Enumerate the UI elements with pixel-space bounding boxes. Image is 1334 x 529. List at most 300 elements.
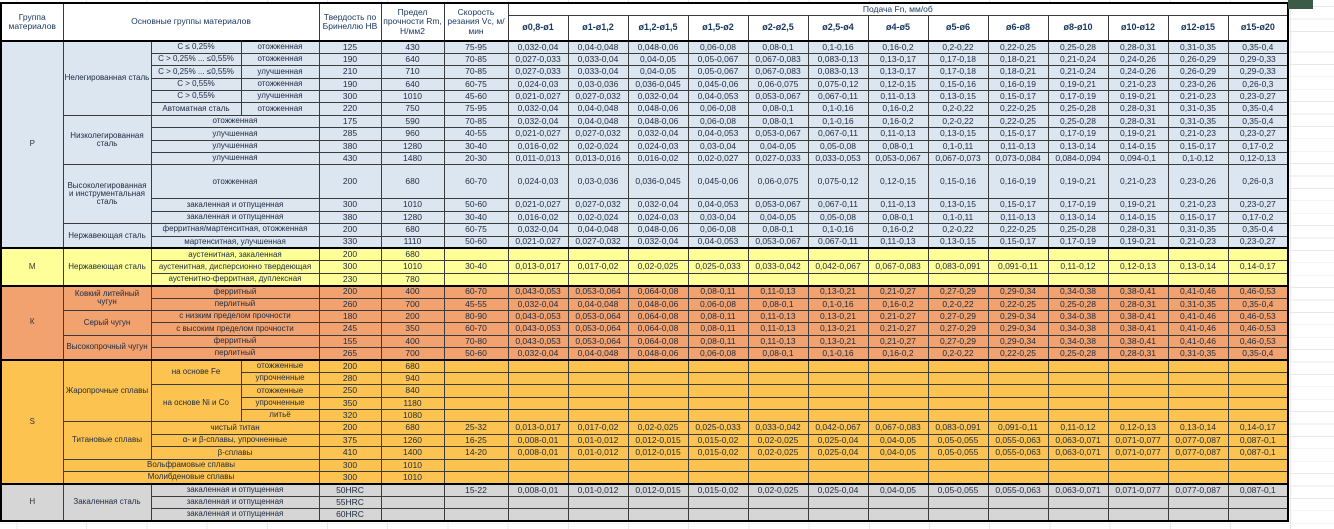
data-cell[interactable]: 380 [319,211,381,223]
data-cell[interactable] [508,360,568,372]
data-cell[interactable] [1108,360,1168,372]
type-cell[interactable]: аустенитно-ферритная, дуплексная [151,273,319,285]
feed-column-header[interactable]: ø1,2-ø1,5 [628,15,688,41]
data-cell[interactable]: 0,21-0,23 [1108,78,1168,90]
data-cell[interactable]: 0,087-0,1 [1228,484,1288,496]
data-cell[interactable] [868,496,928,508]
type-cell[interactable]: ферритная/мартенситная, отожженная [151,224,319,236]
data-cell[interactable]: 0,063-0,071 [1048,447,1108,459]
data-cell[interactable] [628,273,688,285]
data-cell[interactable]: 0,04-0,048 [568,41,628,53]
data-cell[interactable]: 0,048-0,06 [628,103,688,115]
data-cell[interactable]: 0,04-0,05 [748,211,808,223]
type-cell[interactable]: улучшенная [241,66,319,78]
data-cell[interactable]: 220 [319,103,381,115]
data-cell[interactable]: 0,042-0,067 [808,422,868,434]
data-cell[interactable] [508,397,568,409]
data-cell[interactable] [988,410,1048,422]
type-cell[interactable]: с низким пределом прочности [151,310,319,322]
data-cell[interactable]: 200 [381,310,444,322]
type-cell[interactable]: упрочненные [241,372,319,384]
data-cell[interactable]: 0,024-0,03 [508,165,568,199]
data-cell[interactable]: 320 [319,410,381,422]
data-cell[interactable]: 0,027-0,032 [568,128,628,140]
data-cell[interactable]: 0,14-0,15 [1108,211,1168,223]
data-cell[interactable]: 0,064-0,08 [628,286,688,298]
data-cell[interactable] [1108,472,1168,484]
data-cell[interactable]: 0,064-0,08 [628,323,688,335]
data-cell[interactable]: 0,021-0,027 [508,128,568,140]
data-cell[interactable]: 0,032-0,04 [508,41,568,53]
data-cell[interactable] [444,472,508,484]
data-cell[interactable]: 70-80 [444,335,508,347]
data-cell[interactable]: 45-60 [444,91,508,103]
data-cell[interactable] [808,472,868,484]
data-cell[interactable] [1168,459,1228,471]
data-cell[interactable]: 0,35-0,4 [1228,115,1288,127]
data-cell[interactable] [688,496,748,508]
type-cell[interactable]: упрочненные [241,397,319,409]
data-cell[interactable] [748,273,808,285]
data-cell[interactable]: 0,027-0,032 [568,199,628,211]
data-cell[interactable]: 0,063-0,071 [1048,484,1108,496]
data-cell[interactable]: 0,048-0,06 [628,115,688,127]
type-cell[interactable]: литьё [241,410,319,422]
data-cell[interactable] [808,509,868,521]
data-cell[interactable]: 0,053-0,067 [748,236,808,248]
data-cell[interactable]: 0,083-0,091 [928,422,988,434]
data-cell[interactable]: 1280 [381,140,444,152]
data-cell[interactable] [1168,372,1228,384]
data-cell[interactable]: 15-22 [444,484,508,496]
data-cell[interactable]: 0,02-0,024 [568,140,628,152]
data-cell[interactable]: 1180 [381,397,444,409]
column-header[interactable]: Предел прочности Rm, Н/мм2 [381,3,444,41]
data-cell[interactable]: 0,055-0,063 [988,447,1048,459]
data-cell[interactable]: 0,02-0,025 [628,422,688,434]
data-cell[interactable]: 0,032-0,04 [508,298,568,310]
data-cell[interactable] [568,410,628,422]
data-cell[interactable]: 0,033-0,042 [748,261,808,273]
data-cell[interactable] [1108,372,1168,384]
data-cell[interactable]: 0,02-0,025 [748,434,808,446]
data-cell[interactable]: 0,11-0,13 [988,211,1048,223]
data-cell[interactable] [508,372,568,384]
data-cell[interactable] [508,459,568,471]
data-cell[interactable]: 0,28-0,31 [1108,298,1168,310]
data-cell[interactable]: 0,31-0,35 [1168,224,1228,236]
data-cell[interactable]: 0,08-0,11 [688,323,748,335]
data-cell[interactable] [1048,509,1108,521]
data-cell[interactable]: 200 [319,286,381,298]
data-cell[interactable] [508,410,568,422]
data-cell[interactable] [688,248,748,260]
data-cell[interactable] [868,410,928,422]
type-cell[interactable]: С > 0,55% [151,78,241,90]
data-cell[interactable]: 0,2-0,22 [928,115,988,127]
type-cell[interactable]: аустенитная, дисперсионно твердеющая [151,261,319,273]
data-cell[interactable]: 0,033-0,04 [568,53,628,65]
data-cell[interactable]: 0,045-0,06 [688,165,748,199]
column-header[interactable]: Скорость резания Vc, м/мин [444,3,508,41]
data-cell[interactable]: 0,41-0,46 [1168,286,1228,298]
data-cell[interactable]: 410 [319,447,381,459]
data-cell[interactable] [928,410,988,422]
data-cell[interactable] [628,397,688,409]
data-cell[interactable]: 0,04-0,048 [568,224,628,236]
data-cell[interactable]: 16-25 [444,434,508,446]
data-cell[interactable]: 0,04-0,048 [568,115,628,127]
data-cell[interactable]: 300 [319,261,381,273]
data-cell[interactable]: 0,055-0,063 [988,484,1048,496]
data-cell[interactable]: 60-70 [444,323,508,335]
data-cell[interactable]: 0,05-0,08 [808,140,868,152]
data-cell[interactable]: 0,017-0,02 [568,261,628,273]
data-cell[interactable]: 0,067-0,073 [928,153,988,165]
data-cell[interactable]: 0,032-0,04 [508,348,568,360]
data-cell[interactable]: 0,02-0,025 [628,261,688,273]
data-cell[interactable]: 0,067-0,11 [808,236,868,248]
data-cell[interactable]: 0,14-0,17 [1228,261,1288,273]
data-cell[interactable]: 0,11-0,13 [748,310,808,322]
type-cell[interactable]: С > 0,25% ... ≤0,55% [151,53,241,65]
data-cell[interactable]: 0,032-0,04 [508,224,568,236]
data-cell[interactable] [444,360,508,372]
data-cell[interactable] [628,248,688,260]
data-cell[interactable]: 0,024-0,03 [508,78,568,90]
data-cell[interactable] [988,372,1048,384]
data-cell[interactable]: 55HRC [319,496,381,508]
data-cell[interactable]: 0,016-0,02 [508,211,568,223]
data-cell[interactable]: 250 [319,385,381,397]
data-cell[interactable]: 0,27-0,29 [928,310,988,322]
data-cell[interactable] [988,397,1048,409]
data-cell[interactable] [748,385,808,397]
type-cell[interactable]: улучшенная [241,91,319,103]
data-cell[interactable]: 0,05-0,055 [928,434,988,446]
data-cell[interactable]: 0,23-0,26 [1168,165,1228,199]
data-cell[interactable]: 0,13-0,14 [1048,140,1108,152]
data-cell[interactable]: 0,46-0,53 [1228,323,1288,335]
data-cell[interactable]: 0,048-0,06 [628,41,688,53]
data-cell[interactable]: 200 [319,422,381,434]
data-cell[interactable]: 0,15-0,16 [928,165,988,199]
type-cell[interactable]: ферритный [151,335,319,347]
data-cell[interactable]: 0,01-0,012 [568,434,628,446]
data-cell[interactable] [928,472,988,484]
data-cell[interactable]: 0,025-0,033 [688,422,748,434]
data-cell[interactable] [444,273,508,285]
data-cell[interactable]: 400 [381,286,444,298]
data-cell[interactable]: 30-40 [444,211,508,223]
type-cell[interactable]: улучшенная [151,140,319,152]
data-cell[interactable]: 0,067-0,11 [808,128,868,140]
data-cell[interactable]: 0,21-0,23 [1108,165,1168,199]
type-cell[interactable]: отожженные [241,385,319,397]
data-cell[interactable]: 0,11-0,13 [988,140,1048,152]
data-cell[interactable]: 0,22-0,25 [988,224,1048,236]
family-cell[interactable]: Серый чугун [63,310,151,335]
data-cell[interactable]: 0,077-0,087 [1168,484,1228,496]
type-cell[interactable]: с высоким пределом прочности [151,323,319,335]
data-cell[interactable] [748,459,808,471]
data-cell[interactable]: 0,21-0,24 [1048,53,1108,65]
data-cell[interactable]: 0,1-0,12 [1168,153,1228,165]
data-cell[interactable]: 0,06-0,075 [748,78,808,90]
data-cell[interactable]: 0,1-0,16 [808,115,868,127]
data-cell[interactable]: 0,04-0,05 [868,434,928,446]
data-cell[interactable] [1108,509,1168,521]
data-cell[interactable]: 0,1-0,16 [808,298,868,310]
data-cell[interactable] [748,248,808,260]
data-cell[interactable]: 0,15-0,17 [988,128,1048,140]
family-cell[interactable]: Нержавеющая сталь [63,248,151,285]
data-cell[interactable] [508,273,568,285]
data-cell[interactable]: 0,021-0,027 [508,91,568,103]
data-cell[interactable]: 0,036-0,045 [628,78,688,90]
data-cell[interactable]: 0,06-0,08 [688,224,748,236]
data-cell[interactable]: 0,04-0,053 [688,128,748,140]
data-cell[interactable] [928,360,988,372]
data-cell[interactable] [868,459,928,471]
data-cell[interactable] [568,385,628,397]
data-cell[interactable]: 0,008-0,01 [508,434,568,446]
type-cell[interactable]: на основе Fe [151,360,241,385]
type-cell[interactable]: отожженная [241,41,319,53]
data-cell[interactable]: 0,1-0,16 [808,41,868,53]
data-cell[interactable]: 60-70 [444,286,508,298]
data-cell[interactable] [1168,273,1228,285]
data-cell[interactable]: 30-40 [444,261,508,273]
data-cell[interactable]: 0,35-0,4 [1228,224,1288,236]
data-cell[interactable] [444,385,508,397]
data-cell[interactable] [1228,372,1288,384]
data-cell[interactable]: 0,21-0,27 [868,286,928,298]
data-cell[interactable]: 0,025-0,033 [688,261,748,273]
data-cell[interactable]: 0,04-0,05 [628,66,688,78]
data-cell[interactable]: 0,012-0,015 [628,484,688,496]
data-cell[interactable] [628,509,688,521]
data-cell[interactable]: 1010 [381,472,444,484]
data-cell[interactable] [868,509,928,521]
data-cell[interactable]: 0,024-0,03 [628,211,688,223]
family-cell[interactable]: Нелегированная сталь [63,41,151,115]
data-cell[interactable] [688,397,748,409]
data-cell[interactable] [1048,397,1108,409]
data-cell[interactable]: 0,053-0,067 [748,91,808,103]
data-cell[interactable]: 70-85 [444,66,508,78]
data-cell[interactable]: 840 [381,385,444,397]
data-cell[interactable]: 0,03-0,036 [568,165,628,199]
data-cell[interactable]: 0,28-0,31 [1108,41,1168,53]
data-cell[interactable]: 0,08-0,1 [748,103,808,115]
data-cell[interactable]: 60-75 [444,78,508,90]
data-cell[interactable]: 50-60 [444,348,508,360]
data-cell[interactable]: 0,06-0,08 [688,348,748,360]
data-cell[interactable]: 0,25-0,28 [1048,115,1108,127]
family-cell[interactable]: Жаропрочные сплавы [63,360,151,422]
data-cell[interactable]: 0,27-0,29 [928,323,988,335]
data-cell[interactable] [1228,472,1288,484]
data-cell[interactable]: 0,06-0,075 [748,165,808,199]
data-cell[interactable]: 155 [319,335,381,347]
data-cell[interactable]: 680 [381,360,444,372]
data-cell[interactable]: 25-32 [444,422,508,434]
family-cell[interactable]: Высокопрочный чугун [63,335,151,360]
data-cell[interactable]: 0,043-0,053 [508,286,568,298]
data-cell[interactable]: 0,033-0,042 [748,422,808,434]
family-cell[interactable]: Низколегированная сталь [63,115,151,165]
data-cell[interactable]: 0,41-0,46 [1168,335,1228,347]
data-cell[interactable]: 0,31-0,35 [1168,103,1228,115]
data-cell[interactable]: 70-85 [444,115,508,127]
data-cell[interactable] [1228,360,1288,372]
family-cell[interactable]: Ковкий литейный чугун [63,286,151,311]
data-cell[interactable]: 0,048-0,06 [628,348,688,360]
data-cell[interactable] [928,248,988,260]
data-cell[interactable]: 0,13-0,15 [928,199,988,211]
data-cell[interactable]: 0,21-0,23 [1168,91,1228,103]
feed-column-header[interactable]: ø10-ø12 [1108,15,1168,41]
data-cell[interactable] [1048,385,1108,397]
type-cell[interactable]: α- и β-сплавы, упрочненные [151,434,319,446]
type-cell[interactable]: закаленная и отпущенная [151,199,319,211]
data-cell[interactable]: 0,067-0,083 [868,422,928,434]
type-cell[interactable]: отожженная [241,78,319,90]
data-cell[interactable]: 0,19-0,21 [1108,236,1168,248]
data-cell[interactable]: 0,21-0,24 [1048,66,1108,78]
data-cell[interactable]: 0,05-0,067 [688,53,748,65]
data-cell[interactable]: 700 [381,348,444,360]
data-cell[interactable]: 0,084-0,094 [1048,153,1108,165]
data-cell[interactable] [688,472,748,484]
data-cell[interactable]: 300 [319,199,381,211]
data-cell[interactable]: 40-55 [444,128,508,140]
type-cell[interactable]: С ≤ 0,25% [151,41,241,53]
data-cell[interactable] [808,410,868,422]
data-cell[interactable] [748,496,808,508]
data-cell[interactable] [1168,410,1228,422]
data-cell[interactable]: 300 [319,472,381,484]
data-cell[interactable]: 0,16-0,2 [868,103,928,115]
feed-column-header[interactable]: ø6-ø8 [988,15,1048,41]
data-cell[interactable]: 700 [381,298,444,310]
data-cell[interactable]: 0,033-0,04 [568,66,628,78]
data-cell[interactable]: 45-55 [444,298,508,310]
data-cell[interactable]: 0,25-0,28 [1048,348,1108,360]
data-cell[interactable] [568,459,628,471]
data-cell[interactable]: 0,025-0,04 [808,434,868,446]
data-cell[interactable] [688,372,748,384]
data-cell[interactable] [808,248,868,260]
data-cell[interactable]: 0,2-0,22 [928,298,988,310]
data-cell[interactable]: 0,16-0,2 [868,115,928,127]
data-cell[interactable]: 0,05-0,055 [928,447,988,459]
data-cell[interactable] [1108,410,1168,422]
data-cell[interactable]: 0,04-0,05 [748,140,808,152]
data-cell[interactable]: 0,22-0,25 [988,103,1048,115]
data-cell[interactable]: 0,31-0,35 [1168,348,1228,360]
data-cell[interactable]: 0,19-0,21 [1048,165,1108,199]
data-cell[interactable]: 430 [381,41,444,53]
data-cell[interactable] [508,509,568,521]
data-cell[interactable]: 0,025-0,04 [808,484,868,496]
data-cell[interactable]: 0,19-0,21 [1048,78,1108,90]
data-cell[interactable]: 0,15-0,17 [1168,140,1228,152]
type-cell[interactable]: отожженная [241,53,319,65]
data-cell[interactable]: 0,24-0,26 [1108,53,1168,65]
data-cell[interactable]: 0,067-0,11 [808,91,868,103]
data-cell[interactable]: 0,064-0,08 [628,335,688,347]
data-cell[interactable] [381,496,444,508]
data-cell[interactable] [1228,248,1288,260]
data-cell[interactable] [568,509,628,521]
data-cell[interactable]: 0,091-0,11 [988,261,1048,273]
data-cell[interactable]: 0,12-0,13 [1108,422,1168,434]
data-cell[interactable] [1168,472,1228,484]
data-cell[interactable] [568,273,628,285]
data-cell[interactable]: 0,013-0,017 [508,422,568,434]
data-cell[interactable] [1228,273,1288,285]
data-cell[interactable]: 0,027-0,032 [568,236,628,248]
data-cell[interactable]: 0,28-0,31 [1108,103,1168,115]
group-cell[interactable]: М [1,248,63,285]
data-cell[interactable] [868,360,928,372]
data-cell[interactable]: 0,13-0,21 [808,310,868,322]
feed-column-header[interactable]: ø2,5-ø4 [808,15,868,41]
data-cell[interactable]: 640 [381,78,444,90]
data-cell[interactable]: 0,29-0,34 [988,286,1048,298]
data-cell[interactable]: 0,048-0,06 [628,298,688,310]
data-cell[interactable] [568,248,628,260]
data-cell[interactable]: 0,043-0,053 [508,323,568,335]
data-cell[interactable]: 0,063-0,071 [1048,434,1108,446]
data-cell[interactable] [988,273,1048,285]
data-cell[interactable]: 0,08-0,1 [748,348,808,360]
data-cell[interactable] [808,459,868,471]
family-cell[interactable]: Нержавеющая сталь [63,224,151,249]
data-cell[interactable]: 0,087-0,1 [1228,447,1288,459]
column-header[interactable]: Основные группы материалов [63,3,319,41]
data-cell[interactable]: 0,067-0,11 [808,199,868,211]
data-cell[interactable]: 0,08-0,1 [868,140,928,152]
data-cell[interactable]: 0,067-0,083 [748,66,808,78]
data-cell[interactable] [928,397,988,409]
data-cell[interactable]: 0,053-0,064 [568,286,628,298]
data-cell[interactable] [928,372,988,384]
data-cell[interactable]: 0,02-0,027 [688,153,748,165]
data-cell[interactable]: 0,075-0,12 [808,165,868,199]
data-cell[interactable]: 0,073-0,084 [988,153,1048,165]
data-cell[interactable]: 0,06-0,08 [688,41,748,53]
data-cell[interactable] [748,360,808,372]
data-cell[interactable]: 0,13-0,14 [1168,422,1228,434]
data-cell[interactable] [688,459,748,471]
type-cell[interactable]: Автоматная сталь [151,103,241,115]
type-cell[interactable]: чистый титан [151,422,319,434]
data-cell[interactable]: 1260 [381,434,444,446]
data-cell[interactable]: 75-95 [444,41,508,53]
data-cell[interactable]: 0,23-0,26 [1168,78,1228,90]
data-cell[interactable] [1168,496,1228,508]
data-cell[interactable]: 0,011-0,013 [508,153,568,165]
data-cell[interactable]: 0,04-0,053 [688,236,748,248]
data-cell[interactable]: 0,033-0,053 [808,153,868,165]
data-cell[interactable]: 1010 [381,459,444,471]
data-cell[interactable]: 265 [319,348,381,360]
data-cell[interactable] [988,360,1048,372]
data-cell[interactable]: 0,31-0,35 [1168,115,1228,127]
